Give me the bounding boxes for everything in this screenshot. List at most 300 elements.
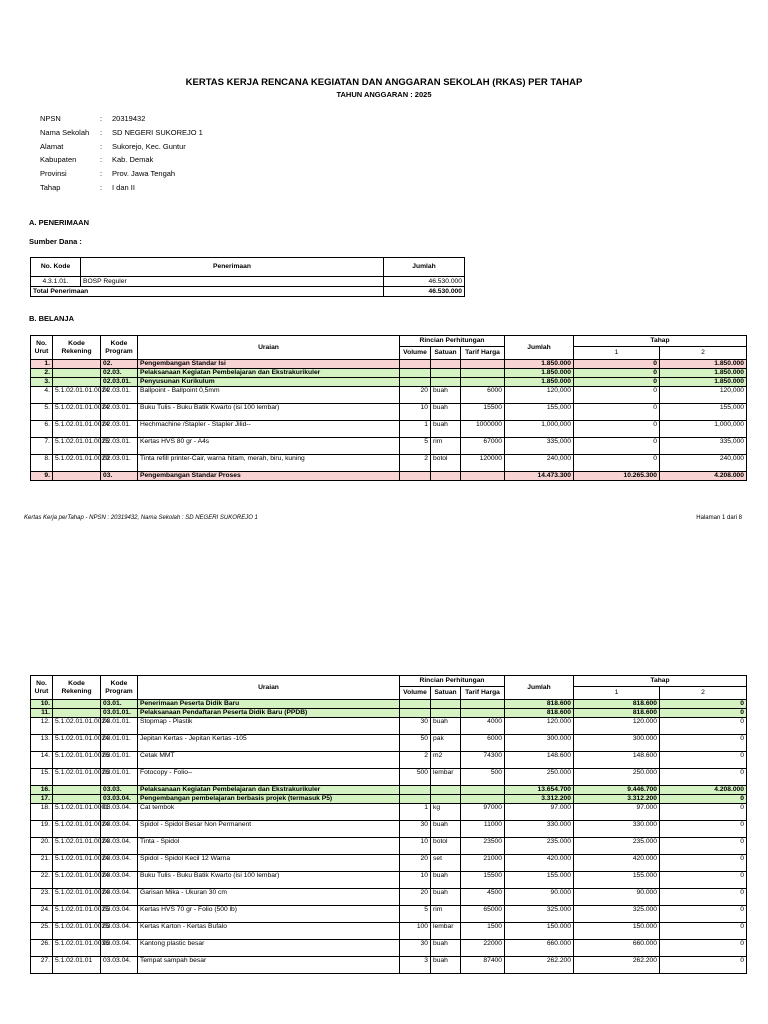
cell-tarif: 22000 (461, 940, 505, 957)
cell-jumlah: 818.600 (505, 700, 574, 709)
cell-tarif: 500 (461, 769, 505, 786)
cell-kode-rekening: 5.1.02.01.01.0024 (53, 387, 101, 404)
cell-no-urut: 19. (31, 821, 53, 838)
cell-no-urut: 1. (31, 360, 53, 369)
cell-tahap-2: 1.850.000 (660, 378, 747, 387)
page-number: Halaman 1 dari 8 (696, 515, 742, 521)
cell-tarif (461, 700, 505, 709)
cell-tahap-2: 120,000 (660, 387, 747, 404)
cell-tahap-1: 0 (574, 404, 660, 421)
school-info (40, 114, 203, 197)
cell-jumlah: 240,000 (505, 455, 574, 472)
cell-tahap-1: 0 (574, 421, 660, 438)
cell-satuan: botol (431, 455, 461, 472)
cell-kode-program: 03.01.01. (101, 769, 138, 786)
cell-kode-program: 02. (101, 360, 138, 369)
cell-jumlah: 155.000 (505, 872, 574, 889)
cell-no-urut: 6. (31, 421, 53, 438)
cell-no-urut: 4. (31, 387, 53, 404)
cell-uraian: Kertas HVS 80 gr - A4s (138, 438, 400, 455)
cell-kode-rekening: 5.1.02.01.01.0025 (53, 923, 101, 940)
cell-tahap-2: 0 (660, 855, 747, 872)
cell-satuan: kg (431, 804, 461, 821)
cell-tahap-2: 1,000,000 (660, 421, 747, 438)
cell-kode-program: 03.03.04. (101, 804, 138, 821)
cell-volume (400, 700, 431, 709)
belanja-table-page2: No. Urut Kode Rekening Kode Program Uraian Rincian Perhitungan Jumlah Tahap Volume Satuan Tarif Harga 1 2 10. 03.01. Penerimaan Peserta Didik Baru 818.600 818.600 0 11. 03.01.01. Pelaksanaan Pendaftaran Peserta Didik Baru (PPDB) 818.600 818.600 0 12. 5.1.02.01.01.0024 03.01.01. Stopmap - Plastik 30 buah 4000 120.000 120.000 0 13. 5.1.02.01.01.0024 03.01.01. Jepitan Kertas - Jepitan Kertas -105 50 pak 6000 300.000 300.000 0 14. 5.1.02.01.01.0026 03.01.01. Cetak MMT 2 m2 74300 148.600 148.600 0 15. 5.1.02.01.01.0026 03.01.01. Fotocopy - Folio-- 500 lembar 500 250.000 250.000 0 16. 03.03. Pelaksanaan Kegiatan Pembelajaran dan Ekstrakurikuler 13.654.700 9.446.700 4.208.000 17. 03.03.04. Pengembangan pembelajaran berbasis projek (termasuk P5) 3.312.200 3.312.200 0 18. 5.1.02.01.01.0001 03.03.04. Cat tembok 1 kg 97000 97.000 97.000 0 19. 5.1.02.01.01.0024 03.03.04. Spidol - Spidol Besar Non Permanent 30 buah 11000 330.000 330.000 0 20. 5.1.02.01.01.0024 03.03.04. Tinta - Spidol 10 botol 23500 235.000 235.000 0 21. 5.1.02.01.01.0024 03.03.04. Spidol - Spidol Kecil 12 Warna 20 set 21000 420.000 420.000 0 22. 5.1.02.01.01.0024 03.03.04. Buku Tulis - Buku Batik Kwarto (isi 100 lembar) 10 buah 15500 155.000 155.000 0 23. 5.1.02.01.01.0024 03.03.04. Garisan Mika - Ukuran 30 cm 20 buah 4500 90.000 90.000 0 24. 5.1.02.01.01.0025 03.03.04. Kertas HVS 70 gr - Folio (500 lb) 5 rim 65000 325.000 325.000 0 25. 5.1.02.01.01.0025 03.03.04. Kertas Karton - Kertas Bufalo 100 lembar 1500 150.000 150.000 0 26. 5.1.02.01.01.0036 03.03.04. Kantong plastic besar 30 buah 22000 660.000 660.000 0 27. 5.1.02.01.01 03.03.04. Tempat sampah besar 3 buah 87400 262.200 262.200 0 (30, 675, 747, 974)
cell-jumlah: 250.000 (505, 769, 574, 786)
belanja-table-page1: No. Urut Kode Rekening Kode Program Uraian Rincian Perhitungan Jumlah Tahap Volume Satuan Tarif Harga 1 2 1. 02. Pengembangan Standar Isi 1.850.000 0 1.850.000 2. 02.03. Pelaksanaan Kegiatan Pembelajaran dan Ekstrakurikuler 1.850.000 0 1.850.000 3. 02.03.01. Penyusunan Kurikulum 1.850.000 0 1.850.000 4. 5.1.02.01.01.0024 02.03.01. Ballpoint - Ballpoint 0,5mm 20 buah 6000 120,000 0 120,000 5. 5.1.02.01.01.0024 02.03.01. Buku Tulis - Buku Batik Kwarto (isi 100 lembar) 10 buah 15500 155,000 0 155,000 6. 5.1.02.01.01.0024 02.03.01. Hechmachine /Stapler - Stapler Jilid-- 1 buah 1000000 1,000,000 0 1,000,000 7. 5.1.02.01.01.0025 02.03.01. Kertas HVS 80 gr - A4s 5 rim 67000 335,000 0 335,000 8. 5.1.02.01.01.0029 02.03.01. Tinta refill printer-Cair, warna hitam, merah, biru, kuning 2 botol 120000 240,000 0 240,000 9. 03. Pengembangan Standar Proses 14.473.300 10.265.300 4.208.000 (30, 335, 747, 481)
cell-uraian: Tempat sampah besar (138, 957, 400, 974)
cell-no-urut: 7. (31, 438, 53, 455)
cell-tahap-1: 150.000 (574, 923, 660, 940)
cell-satuan: lembar (431, 769, 461, 786)
cell-tarif: 11000 (461, 821, 505, 838)
cell-jumlah: 335,000 (505, 438, 574, 455)
cell-tahap-2: 0 (660, 906, 747, 923)
cell-tahap-1: 9.446.700 (574, 786, 660, 795)
cell-satuan: lembar (431, 923, 461, 940)
cell-satuan: buah (431, 387, 461, 404)
cell-jumlah: 155,000 (505, 404, 574, 421)
cell-satuan (431, 360, 461, 369)
cell-uraian: Penerimaan Peserta Didik Baru (138, 700, 400, 709)
cell-kode-rekening (53, 472, 101, 481)
cell-tahap-2: 0 (660, 838, 747, 855)
table-row (31, 957, 747, 974)
cell-tahap-1: 235.000 (574, 838, 660, 855)
cell-volume: 20 (400, 387, 431, 404)
cell-volume (400, 786, 431, 795)
cell-kode-rekening: 5.1.02.01.01 (53, 957, 101, 974)
cell-volume: 30 (400, 940, 431, 957)
total-row: Total Penerimaan 46.530.000 (31, 287, 465, 297)
cell-uraian: Jepitan Kertas - Jepitan Kertas -105 (138, 735, 400, 752)
cell-tahap-2: 0 (660, 700, 747, 709)
cell-tarif: 65000 (461, 906, 505, 923)
cell-jumlah: 262.200 (505, 957, 574, 974)
cell-tahap-1: 10.265.300 (574, 472, 660, 481)
cell-volume: 10 (400, 872, 431, 889)
cell-tahap-2: 0 (660, 709, 747, 718)
cell-tarif: 87400 (461, 957, 505, 974)
cell-jumlah: 3.312.200 (505, 795, 574, 804)
cell-no-urut: 10. (31, 700, 53, 709)
cell-tahap-1: 325.000 (574, 906, 660, 923)
cell-kode-rekening (53, 786, 101, 795)
cell-tahap-1: 0 (574, 360, 660, 369)
cell-volume: 10 (400, 404, 431, 421)
cell-uraian: Hechmachine /Stapler - Stapler Jilid-- (138, 421, 400, 438)
cell-kode-program: 03.03.04. (101, 940, 138, 957)
cell-no-urut: 12. (31, 718, 53, 735)
cell-tahap-1: 120.000 (574, 718, 660, 735)
cell-tarif: 74300 (461, 752, 505, 769)
cell-jumlah: 1.850.000 (505, 369, 574, 378)
cell-uraian: Kertas HVS 70 gr - Folio (500 lb) (138, 906, 400, 923)
table-row (31, 438, 747, 455)
cell-satuan: rim (431, 438, 461, 455)
cell-kode-program: 03.01.01. (101, 718, 138, 735)
cell-satuan: botol (431, 838, 461, 855)
cell-kode-program: 03.03.04. (101, 838, 138, 855)
cell-volume (400, 795, 431, 804)
cell-satuan: m2 (431, 752, 461, 769)
cell-no-urut: 20. (31, 838, 53, 855)
cell-kode-rekening: 5.1.02.01.01.0025 (53, 438, 101, 455)
cell-kode-program: 02.03.01. (101, 404, 138, 421)
cell-tarif: 4000 (461, 718, 505, 735)
cell-satuan: buah (431, 404, 461, 421)
info-row-alamat: Alamat : Sukorejo, Kec. Guntur (40, 141, 186, 151)
cell-tahap-2: 0 (660, 940, 747, 957)
cell-uraian: Buku Tulis - Buku Batik Kwarto (isi 100 lembar) (138, 404, 400, 421)
cell-volume: 20 (400, 889, 431, 906)
cell-uraian: Tinta - Spidol (138, 838, 400, 855)
cell-volume (400, 709, 431, 718)
cell-tahap-1: 818.600 (574, 700, 660, 709)
cell-kode-rekening: 5.1.02.01.01.0024 (53, 821, 101, 838)
table-row (31, 906, 747, 923)
cell-volume: 1 (400, 421, 431, 438)
cell-jumlah: 325.000 (505, 906, 574, 923)
cell-tarif: 97000 (461, 804, 505, 821)
document-subtitle: TAHUN ANGGARAN : 2025 (336, 90, 432, 99)
cell-tahap-2: 0 (660, 735, 747, 752)
cell-volume (400, 378, 431, 387)
cell-kode-program: 03.03.04. (101, 923, 138, 940)
cell-kode-program: 02.03.01. (101, 378, 138, 387)
cell-kode-program: 03.03.04. (101, 795, 138, 804)
cell-jumlah: 14.473.300 (505, 472, 574, 481)
cell-tahap-1: 420.000 (574, 855, 660, 872)
cell-jumlah: 330.000 (505, 821, 574, 838)
cell-kode-rekening: 5.1.02.01.01.0036 (53, 940, 101, 957)
table-row (31, 735, 747, 752)
cell-no-urut: 27. (31, 957, 53, 974)
cell-jumlah: 148.600 (505, 752, 574, 769)
cell-no-urut: 18. (31, 804, 53, 821)
table-row (31, 786, 747, 795)
cell-jumlah: 235.000 (505, 838, 574, 855)
cell-volume: 50 (400, 735, 431, 752)
cell-tahap-2: 240,000 (660, 455, 747, 472)
cell-tahap-1: 90.000 (574, 889, 660, 906)
cell-no-urut: 8. (31, 455, 53, 472)
cell-satuan: buah (431, 421, 461, 438)
table-row (31, 700, 747, 709)
cell-volume: 30 (400, 718, 431, 735)
cell-kode-rekening: 5.1.02.01.01.0024 (53, 889, 101, 906)
footer-note: Kertas Kerja perTahap - NPSN : 20319432, Nama Sekolah : SD NEGERI SUKOREJO 1 (24, 515, 258, 521)
cell-uraian: Pelaksanaan Kegiatan Pembelajaran dan Ekstrakurikuler (138, 369, 400, 378)
cell-jumlah: 300.000 (505, 735, 574, 752)
cell-kode-program: 03.03.04. (101, 855, 138, 872)
cell-no-urut: 5. (31, 404, 53, 421)
cell-satuan (431, 472, 461, 481)
info-row-npsn: NPSN : 20319432 (40, 114, 146, 123)
table-row (31, 838, 747, 855)
cell-kode-program: 03.03. (101, 786, 138, 795)
cell-tarif (461, 360, 505, 369)
cell-kode-rekening: 5.1.02.01.01.0026 (53, 769, 101, 786)
cell-kode-rekening (53, 360, 101, 369)
cell-uraian: Spidol - Spidol Besar Non Permanent (138, 821, 400, 838)
cell-tahap-1: 97.000 (574, 804, 660, 821)
cell-tahap-1: 155.000 (574, 872, 660, 889)
section-penerimaan-title: A. PENERIMAAN (29, 218, 90, 227)
table-row (31, 709, 747, 718)
cell-kode-rekening: 5.1.02.01.01.0024 (53, 855, 101, 872)
cell-tahap-2: 4.208.000 (660, 472, 747, 481)
cell-no-urut: 13. (31, 735, 53, 752)
cell-tarif: 67000 (461, 438, 505, 455)
cell-kode-program: 03.01.01. (101, 752, 138, 769)
table-row (31, 795, 747, 804)
cell-volume (400, 369, 431, 378)
table-row (31, 872, 747, 889)
cell-satuan: buah (431, 889, 461, 906)
col-no-kode: No. Kode (31, 258, 81, 277)
cell-tahap-1: 818.600 (574, 709, 660, 718)
table-row (31, 369, 747, 378)
table-row (31, 769, 747, 786)
table-row (31, 923, 747, 940)
cell-tahap-1: 0 (574, 455, 660, 472)
cell-volume: 2 (400, 455, 431, 472)
cell-tahap-2: 0 (660, 795, 747, 804)
cell-uraian: Penyusunan Kurikulum (138, 378, 400, 387)
cell-kode-program: 03.03.04. (101, 872, 138, 889)
table-row (31, 455, 747, 472)
cell-tahap-1: 300.000 (574, 735, 660, 752)
cell-tarif: 6000 (461, 387, 505, 404)
cell-uraian: Pengembangan Standar Isi (138, 360, 400, 369)
cell-kode-rekening: 5.1.02.01.01.0024 (53, 421, 101, 438)
cell-tarif (461, 786, 505, 795)
cell-kode-rekening: 5.1.02.01.01.0024 (53, 872, 101, 889)
cell-jumlah: 420.000 (505, 855, 574, 872)
cell-jumlah: 97.000 (505, 804, 574, 821)
cell-kode-program: 03.03.04. (101, 906, 138, 923)
section-belanja-title: B. BELANJA (29, 314, 75, 323)
cell-satuan (431, 786, 461, 795)
cell-volume: 5 (400, 906, 431, 923)
cell-satuan: set (431, 855, 461, 872)
cell-tahap-1: 660.000 (574, 940, 660, 957)
cell-satuan: rim (431, 906, 461, 923)
cell-tahap-2: 0 (660, 957, 747, 974)
cell-uraian: Pengembangan pembelajaran berbasis projek (termasuk P5) (138, 795, 400, 804)
cell-tarif (461, 369, 505, 378)
cell-kode-program: 03.03.04. (101, 889, 138, 906)
cell-tahap-1: 0 (574, 438, 660, 455)
cell-tahap-1: 262.200 (574, 957, 660, 974)
cell-tahap-2: 0 (660, 821, 747, 838)
cell-no-urut: 11. (31, 709, 53, 718)
cell-jumlah: 660.000 (505, 940, 574, 957)
cell-uraian: Spidol - Spidol Kecil 12 Warna (138, 855, 400, 872)
cell-satuan (431, 378, 461, 387)
cell-jumlah: 90.000 (505, 889, 574, 906)
cell-tahap-2: 0 (660, 718, 747, 735)
cell-satuan: pak (431, 735, 461, 752)
cell-tarif (461, 378, 505, 387)
cell-volume: 3 (400, 957, 431, 974)
cell-kode-program: 02.03.01. (101, 455, 138, 472)
cell-tahap-2: 1.850.000 (660, 369, 747, 378)
table-row (31, 472, 747, 481)
cell-no-urut: 21. (31, 855, 53, 872)
cell-tarif (461, 795, 505, 804)
cell-no-urut: 16. (31, 786, 53, 795)
cell-tarif: 120000 (461, 455, 505, 472)
cell-tahap-1: 250.000 (574, 769, 660, 786)
cell-volume: 20 (400, 855, 431, 872)
table-row (31, 855, 747, 872)
penerimaan-table (30, 257, 465, 297)
cell-uraian: Pengembangan Standar Proses (138, 472, 400, 481)
cell-no-urut: 14. (31, 752, 53, 769)
cell-tahap-2: 0 (660, 769, 747, 786)
cell-tahap-2: 155,000 (660, 404, 747, 421)
cell-tahap-1: 148.600 (574, 752, 660, 769)
cell-tarif: 4500 (461, 889, 505, 906)
cell-uraian: Fotocopy - Folio-- (138, 769, 400, 786)
cell-uraian: Stopmap - Plastik (138, 718, 400, 735)
cell-kode-rekening: 5.1.02.01.01.0026 (53, 752, 101, 769)
cell-jumlah: 120.000 (505, 718, 574, 735)
cell-no-urut: 3. (31, 378, 53, 387)
cell-kode-rekening (53, 369, 101, 378)
cell-uraian: Cetak MMT (138, 752, 400, 769)
cell-tahap-2: 1.850.000 (660, 360, 747, 369)
cell-tarif: 6000 (461, 735, 505, 752)
cell-no-urut: 25. (31, 923, 53, 940)
cell-tahap-2: 0 (660, 752, 747, 769)
cell-kode-program: 03.01.01. (101, 709, 138, 718)
cell-tarif: 1500 (461, 923, 505, 940)
cell-uraian: Garisan Mika - Ukuran 30 cm (138, 889, 400, 906)
cell-kode-rekening (53, 378, 101, 387)
cell-satuan (431, 369, 461, 378)
cell-tahap-1: 0 (574, 387, 660, 404)
cell-volume: 100 (400, 923, 431, 940)
cell-satuan (431, 795, 461, 804)
cell-no-urut: 17. (31, 795, 53, 804)
cell-volume (400, 360, 431, 369)
cell-tarif: 15500 (461, 872, 505, 889)
cell-satuan (431, 700, 461, 709)
cell-tarif: 23500 (461, 838, 505, 855)
cell-jumlah: 13.654.700 (505, 786, 574, 795)
cell-kode-rekening: 5.1.02.01.01.0024 (53, 404, 101, 421)
cell-kode-rekening: 5.1.02.01.01.0029 (53, 455, 101, 472)
cell-jumlah: 1.850.000 (505, 360, 574, 369)
cell-jumlah: 120,000 (505, 387, 574, 404)
cell-tarif: 21000 (461, 855, 505, 872)
cell-uraian: Kantong plastic besar (138, 940, 400, 957)
table-row (31, 821, 747, 838)
cell-kode-rekening (53, 709, 101, 718)
cell-tahap-2: 0 (660, 804, 747, 821)
col-penerimaan: Penerimaan (81, 258, 384, 277)
cell-kode-program: 03.01. (101, 700, 138, 709)
info-row-kabupaten: Kabupaten : Kab. Demak (40, 155, 154, 165)
cell-satuan: buah (431, 718, 461, 735)
cell-tahap-1: 3.312.200 (574, 795, 660, 804)
cell-jumlah: 150.000 (505, 923, 574, 940)
cell-kode-program: 03. (101, 472, 138, 481)
cell-tahap-2: 4.208.000 (660, 786, 747, 795)
cell-uraian: Pelaksanaan Pendaftaran Peserta Didik Baru (PPDB) (138, 709, 400, 718)
info-row-nama-sekolah: Nama Sekolah : SD NEGERI SUKOREJO 1 (40, 127, 203, 137)
cell-volume: 30 (400, 821, 431, 838)
table-row (31, 804, 747, 821)
table-row (31, 889, 747, 906)
cell-tahap-2: 335,000 (660, 438, 747, 455)
cell-volume (400, 472, 431, 481)
cell-jumlah: 818.600 (505, 709, 574, 718)
cell-kode-program: 03.03.04. (101, 821, 138, 838)
cell-kode-rekening: 5.1.02.01.01.0024 (53, 735, 101, 752)
col-jumlah: Jumlah (384, 258, 465, 277)
cell-tarif: 1000000 (461, 421, 505, 438)
cell-volume: 10 (400, 838, 431, 855)
cell-no-urut: 2. (31, 369, 53, 378)
cell-satuan: buah (431, 940, 461, 957)
cell-satuan: buah (431, 821, 461, 838)
cell-uraian: Kertas Karton - Kertas Bufalo (138, 923, 400, 940)
cell-jumlah: 1.850.000 (505, 378, 574, 387)
cell-tahap-1: 330.000 (574, 821, 660, 838)
table-row (31, 404, 747, 421)
cell-no-urut: 23. (31, 889, 53, 906)
cell-tahap-1: 0 (574, 378, 660, 387)
cell-volume: 2 (400, 752, 431, 769)
cell-kode-rekening (53, 795, 101, 804)
table-row (31, 940, 747, 957)
cell-kode-rekening: 5.1.02.01.01.0025 (53, 906, 101, 923)
cell-kode-program: 02.03.01. (101, 438, 138, 455)
table-row (31, 718, 747, 735)
cell-tahap-2: 0 (660, 923, 747, 940)
cell-no-urut: 9. (31, 472, 53, 481)
cell-satuan: buah (431, 957, 461, 974)
cell-no-urut: 24. (31, 906, 53, 923)
cell-tarif: 15500 (461, 404, 505, 421)
cell-tarif (461, 709, 505, 718)
table-row (31, 421, 747, 438)
cell-tarif (461, 472, 505, 481)
table-row (31, 387, 747, 404)
cell-kode-program: 02.03. (101, 369, 138, 378)
cell-volume: 5 (400, 438, 431, 455)
info-row-tahap: Tahap : I dan II (40, 182, 135, 192)
table-row (31, 360, 747, 369)
cell-no-urut: 26. (31, 940, 53, 957)
document-title: KERTAS KERJA RENCANA KEGIATAN DAN ANGGARAN SEKOLAH (RKAS) PER TAHAP (185, 77, 583, 88)
cell-kode-program: 03.01.01. (101, 735, 138, 752)
info-row-provinsi: Provinsi : Prov. Jawa Tengah (40, 169, 176, 179)
cell-tahap-2: 0 (660, 889, 747, 906)
table-row (31, 752, 747, 769)
sumber-dana-label: Sumber Dana : (29, 237, 82, 246)
cell-kode-rekening: 5.1.02.01.01.0024 (53, 838, 101, 855)
cell-satuan (431, 709, 461, 718)
table-row (31, 378, 747, 387)
cell-kode-rekening: 5.1.02.01.01.0024 (53, 718, 101, 735)
